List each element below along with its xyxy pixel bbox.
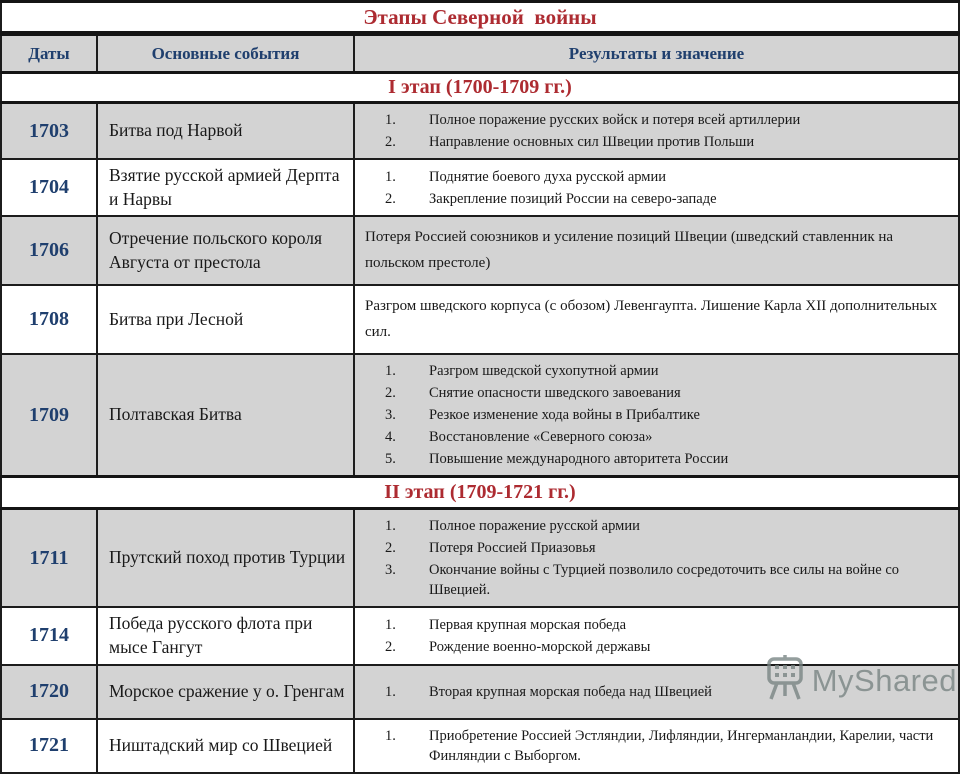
section-header-row-2	[1, 477, 959, 509]
year-cell: 1709	[1, 354, 97, 477]
results-cell	[354, 607, 959, 664]
results-list	[355, 110, 950, 152]
event-cell: Битва при Лесной	[97, 285, 354, 354]
result-item: Резкое изменение хода войны в Прибалтике	[429, 407, 700, 424]
watermark-label: MyShared	[811, 662, 957, 698]
result-item: Поднятие боевого духа русской армии	[429, 168, 666, 185]
results-cell	[354, 216, 959, 285]
results-cell	[354, 159, 959, 216]
year-cell: 1703	[1, 103, 97, 160]
table-row	[1, 216, 959, 285]
year-cell: 1706	[1, 216, 97, 285]
table-row	[1, 159, 959, 216]
results-list	[355, 615, 950, 657]
column-header-row	[1, 34, 959, 73]
results-cell	[354, 354, 959, 477]
results-cell	[354, 285, 959, 354]
results-text: Разгром шведского корпуса (с обозом) Левенгаупта. Лишение Карла XII дополнительных сил.	[365, 298, 938, 340]
year-cell: 1711	[1, 509, 97, 608]
result-item: Рождение военно-морской державы	[429, 638, 651, 655]
year-cell: 1714	[1, 607, 97, 664]
event-cell: Победа русского флота при мысе Гангут	[97, 607, 354, 664]
page-title: Этапы Северной войны	[1, 2, 959, 34]
results-list	[355, 167, 950, 209]
result-item: Приобретение Россией Эстляндии, Лифляндии, Ингерманландии, Карелии, части Финляндии с Выборгом.	[429, 727, 934, 764]
column-header-events: Основные события	[97, 34, 354, 73]
results-list	[355, 516, 950, 600]
section-header: II этап (1709-1721 гг.)	[1, 477, 959, 509]
year-cell: 1720	[1, 665, 97, 719]
event-cell: Отречение польского короля Августа от престола	[97, 216, 354, 285]
year-cell: 1708	[1, 285, 97, 354]
year-cell: 1704	[1, 159, 97, 216]
year-cell: 1721	[1, 719, 97, 773]
results-cell	[354, 103, 959, 160]
event-cell: Битва под Нарвой	[97, 103, 354, 160]
result-item: Первая крупная морская победа	[429, 616, 627, 633]
table-row	[1, 665, 959, 719]
event-cell: Полтавская Битва	[97, 354, 354, 477]
table-row	[1, 285, 959, 354]
result-item: Разгром шведской сухопутной армии	[429, 363, 659, 380]
event-cell: Взятие русской армией Дерпта и Нарвы	[97, 159, 354, 216]
result-item: Восстановление «Северного союза»	[429, 429, 653, 446]
table-row	[1, 607, 959, 664]
result-item: Снятие опасности шведского завоевания	[429, 385, 681, 402]
result-item: Полное поражение русских войск и потеря всей артиллерии	[429, 112, 801, 128]
table-row	[1, 719, 959, 773]
result-item: Полное поражение русской армии	[429, 518, 640, 535]
section-header-row-1	[1, 73, 959, 103]
results-list	[355, 726, 950, 766]
result-item: Вторая крупная морская победа над Швецией	[429, 683, 712, 700]
result-item: Направление основных сил Швеции против Польши	[429, 134, 755, 150]
results-list	[355, 682, 950, 702]
column-header-dates: Даты	[1, 34, 97, 73]
results-cell	[354, 509, 959, 608]
column-header-results: Результаты и значение	[354, 34, 959, 73]
results-list	[355, 361, 950, 469]
event-cell: Прутский поход против Турции	[97, 509, 354, 608]
table-row	[1, 354, 959, 477]
title-row	[1, 2, 959, 34]
table-row	[1, 103, 959, 160]
event-cell: Ништадский мир со Швецией	[97, 719, 354, 773]
event-cell: Морское сражение у о. Гренгам	[97, 665, 354, 719]
section-header: I этап (1700-1709 гг.)	[1, 73, 959, 103]
result-item: Повышение международного авторитета России	[429, 451, 729, 468]
result-item: Окончание войны с Турцией позволило сосредоточить все силы на войне со Швецией.	[429, 562, 900, 599]
results-cell	[354, 662, 959, 719]
results-cell	[354, 719, 959, 773]
results-text: Потеря Россией союзников и усиление позиций Швеции (шведский ставленник на польском престоле)	[365, 229, 894, 271]
table-row	[1, 509, 959, 608]
result-item: Закрепление позиций России на северо-западе	[429, 190, 717, 207]
result-item: Потеря Россией Приазовья	[429, 540, 596, 557]
